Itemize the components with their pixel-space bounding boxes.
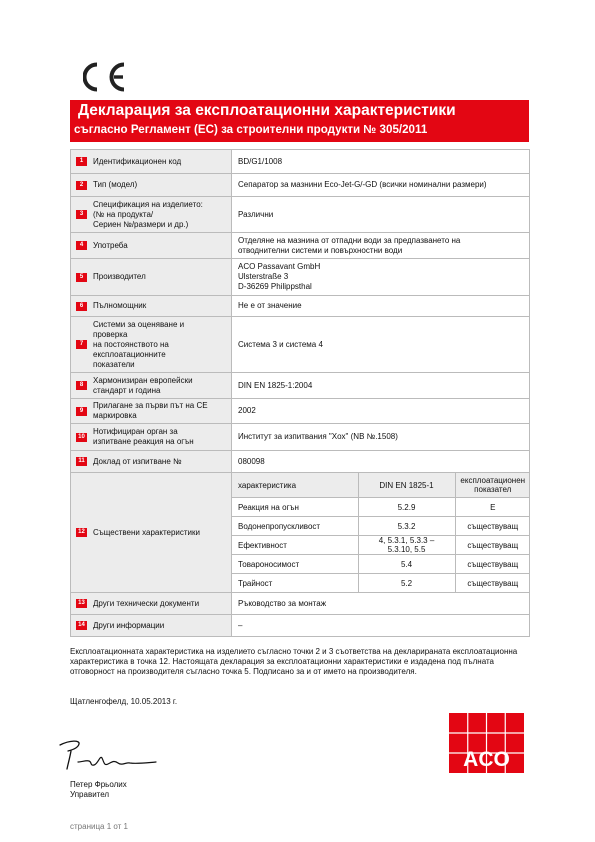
row-label: Тип (модел) [93,180,138,189]
page-number: страница 1 от 1 [70,822,128,831]
table-row [71,317,530,373]
table-row [71,399,530,424]
row-number-badge: 8 [76,381,87,390]
place-date: Щатленгофелд, 10.05.2013 г. [70,697,178,706]
row-label: Хармонизиран европейски стандарт и година [93,375,193,395]
row-number-badge: 10 [76,433,87,442]
row-number-badge: 2 [76,181,87,190]
table-row [71,424,530,451]
signer-block [70,780,127,800]
row-value: Ръководство за монтаж [238,598,327,608]
row-value: Система 3 и система 4 [238,339,323,349]
characteristic-perf: E [455,498,530,517]
row-label: Доклад от изпитване № [93,456,182,466]
column-header: характеристика [232,473,358,498]
characteristic-name: Реакция на огън [232,498,358,517]
characteristics-header-row [232,473,530,498]
column-header: експлоатационен показател [455,473,530,498]
row-value: BD/G1/1008 [238,156,283,166]
table-row [71,451,530,473]
ce-mark-icon [83,62,133,92]
characteristic-perf: съществуващ [455,555,530,574]
signer-name: Петер Фрьолих [70,780,127,789]
row-value: ACO Passavant GmbH Ulsterstraße 3 D-36269 Philippsthal [238,262,321,291]
table-row [232,536,530,555]
characteristic-name: Водонепропускливост [232,517,358,536]
row-label: Нотифициран орган за изпитване реакция на огън [93,427,194,446]
row-number-badge: 5 [76,273,87,282]
table-row [71,473,530,593]
table-row [71,593,530,615]
table-row [71,150,530,174]
table-row [232,498,530,517]
table-row [71,296,530,317]
header-banner [70,100,529,142]
characteristic-name: Товароносимост [232,555,358,574]
row-value: – [238,620,243,630]
table-row [232,574,530,593]
table-row [232,555,530,574]
row-value: Не е от значение [238,301,302,310]
row-value: 2002 [238,406,256,415]
table-row [232,517,530,536]
row-number-badge: 1 [76,157,87,166]
row-number-badge: 12 [76,528,87,537]
row-value: Институт за изпитвания "Xox" (NB №.1508) [238,432,398,441]
document-subtitle: съгласно Регламент (ЕС) за строителни продукти № 305/2011 [74,123,428,136]
row-label: Съществени характеристики [93,527,200,537]
characteristic-perf: съществуващ [455,536,530,555]
row-number-badge: 9 [76,407,87,416]
row-label: Системи за оценяване и проверка на постоянството на експлоатационните показатели [93,319,185,369]
aco-logo-icon [449,713,524,773]
row-value: Различни [238,209,274,219]
declaration-statement: Експлоатационната характеристика на изделието съгласно точки 2 и 3 съответства на декларираната експлоатационна характеристика в точка 12. Настоящата декларация за експлоатационни характеристики е издадена под пълната отговорност на производителя съгласно точка 5. Подписано за и от името на производителя. [70,647,518,676]
table-row [71,373,530,399]
table-row [71,615,530,637]
document-title: Декларация за експлоатационни характеристики [78,102,456,119]
row-label: Други технически документи [93,598,200,608]
characteristic-perf: съществуващ [455,574,530,593]
row-label: Други информации [93,620,165,630]
characteristic-ref: 4, 5.3.1, 5.3.3 – 5.3.10, 5.5 [358,536,455,555]
logo-text: ACO [463,748,510,771]
row-label: Пълномощник [93,301,147,310]
table-row [71,259,530,296]
characteristic-ref: 5.3.2 [358,517,455,536]
characteristic-perf: съществуващ [455,517,530,536]
row-label: Употреба [93,240,128,250]
row-number-badge: 6 [76,302,87,311]
row-number-badge: 3 [76,210,87,219]
row-value: DIN EN 1825-1:2004 [238,380,313,390]
row-label: Идентификационен код [93,156,182,166]
row-number-badge: 13 [76,599,87,608]
characteristic-ref: 5.2.9 [358,498,455,517]
signature-icon [56,738,158,772]
characteristics-table [232,473,530,592]
characteristic-name: Ефективност [232,536,358,555]
characteristic-ref: 5.4 [358,555,455,574]
row-label: Производител [93,272,146,281]
row-number-badge: 4 [76,241,87,250]
row-label: Спецификация на изделието: (№ на продукта/ Сериен №/размери и др.) [93,199,203,229]
row-number-badge: 7 [76,340,87,349]
declaration-table [70,149,530,637]
row-number-badge: 14 [76,621,87,630]
row-label: Прилагане за първи път на CE маркировка [93,401,208,420]
table-row [71,233,530,259]
row-value: Сепаратор за мазнини Eco-Jet-G/-GD (всички номинални размери) [238,180,487,189]
row-number-badge: 11 [76,457,87,466]
signer-title: Управител [70,790,110,799]
column-header: DIN EN 1825-1 [358,473,455,498]
row-value: Отделяне на мазнина от отпадни води за предпазването на отводнителни системи и повърхностни води [238,235,461,255]
characteristic-name: Трайност [238,578,273,588]
table-row [71,174,530,197]
table-row [71,197,530,233]
characteristic-ref: 5.2 [358,574,455,593]
row-value: 080098 [238,456,265,466]
